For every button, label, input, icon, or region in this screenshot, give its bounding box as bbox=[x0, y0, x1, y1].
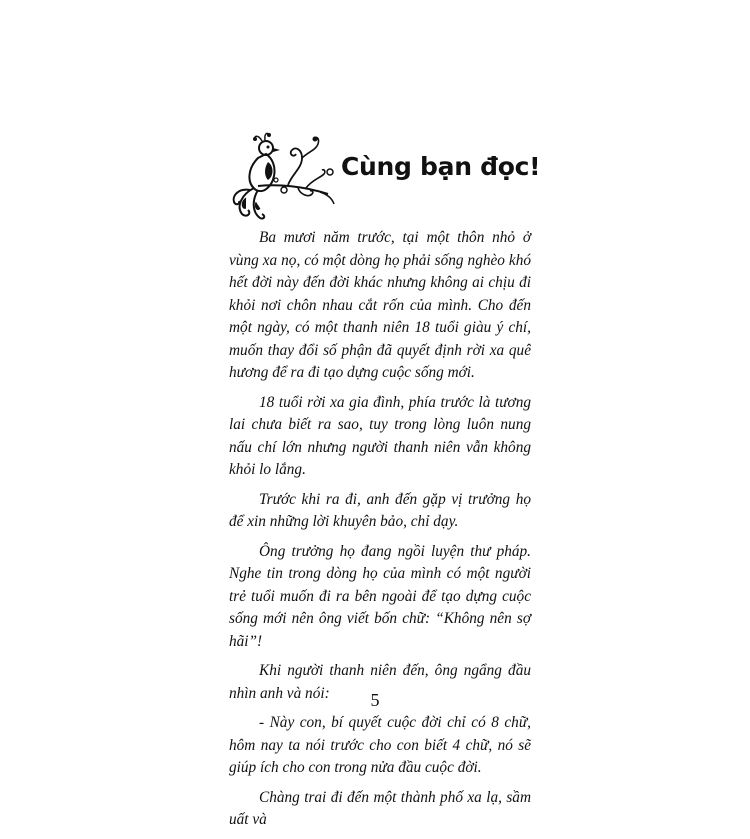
paragraph: Trước khi ra đi, anh đến gặp vị trưởng họ để xin những lời khuyên bảo, chỉ dạy. bbox=[229, 490, 531, 530]
chapter-title: Cùng bạn đọc! bbox=[341, 152, 541, 181]
paragraph: Khi người thanh niên đến, ông ngẩng đầu nhìn anh và nói: bbox=[229, 662, 531, 702]
paragraph: Chàng trai đi đến một thành phố xa lạ, sầm uất và bbox=[229, 788, 531, 828]
paragraph: Ba mươi năm trước, tại một thôn nhỏ ở vùng xa nọ, có một dòng họ phải sống nghèo khó hết đời này đến đời khác nhưng không ai chịu đi khỏi nơi chôn nhau cắt rốn của mình. Cho đến một ngày, có một thanh niên 18 tuổi giàu ý chí, muốn thay đổi số phận đã quyết định rời xa quê hương để ra đi tạo dựng cuộc sống mới. bbox=[229, 229, 531, 381]
paragraph: - Này con, bí quyết cuộc đời chỉ có 8 chữ, hôm nay ta nói trước cho con biết 4 chữ, nó sẽ giúp ích cho con trong nửa đầu cuộc đời. bbox=[229, 714, 531, 776]
paragraph: Ông trưởng họ đang ngồi luyện thư pháp. Nghe tin trong dòng họ của mình có một người trẻ tuổi muốn đi ra bên ngoài để tạo dựng cuộc sống mới nên ông viết bốn chữ: “Không nên sợ hãi”! bbox=[229, 542, 531, 650]
bird-on-branch-ornament-icon bbox=[228, 128, 338, 223]
chapter-header bbox=[228, 128, 541, 223]
page-number: 5 bbox=[370, 690, 380, 710]
paragraph: 18 tuổi rời xa gia đình, phía trước là tương lai chưa biết ra sao, tuy trong lòng luôn nung nấu chí lớn nhưng người thanh niên vẫn không khỏi lo lắng. bbox=[229, 393, 531, 478]
body-text bbox=[229, 227, 531, 839]
